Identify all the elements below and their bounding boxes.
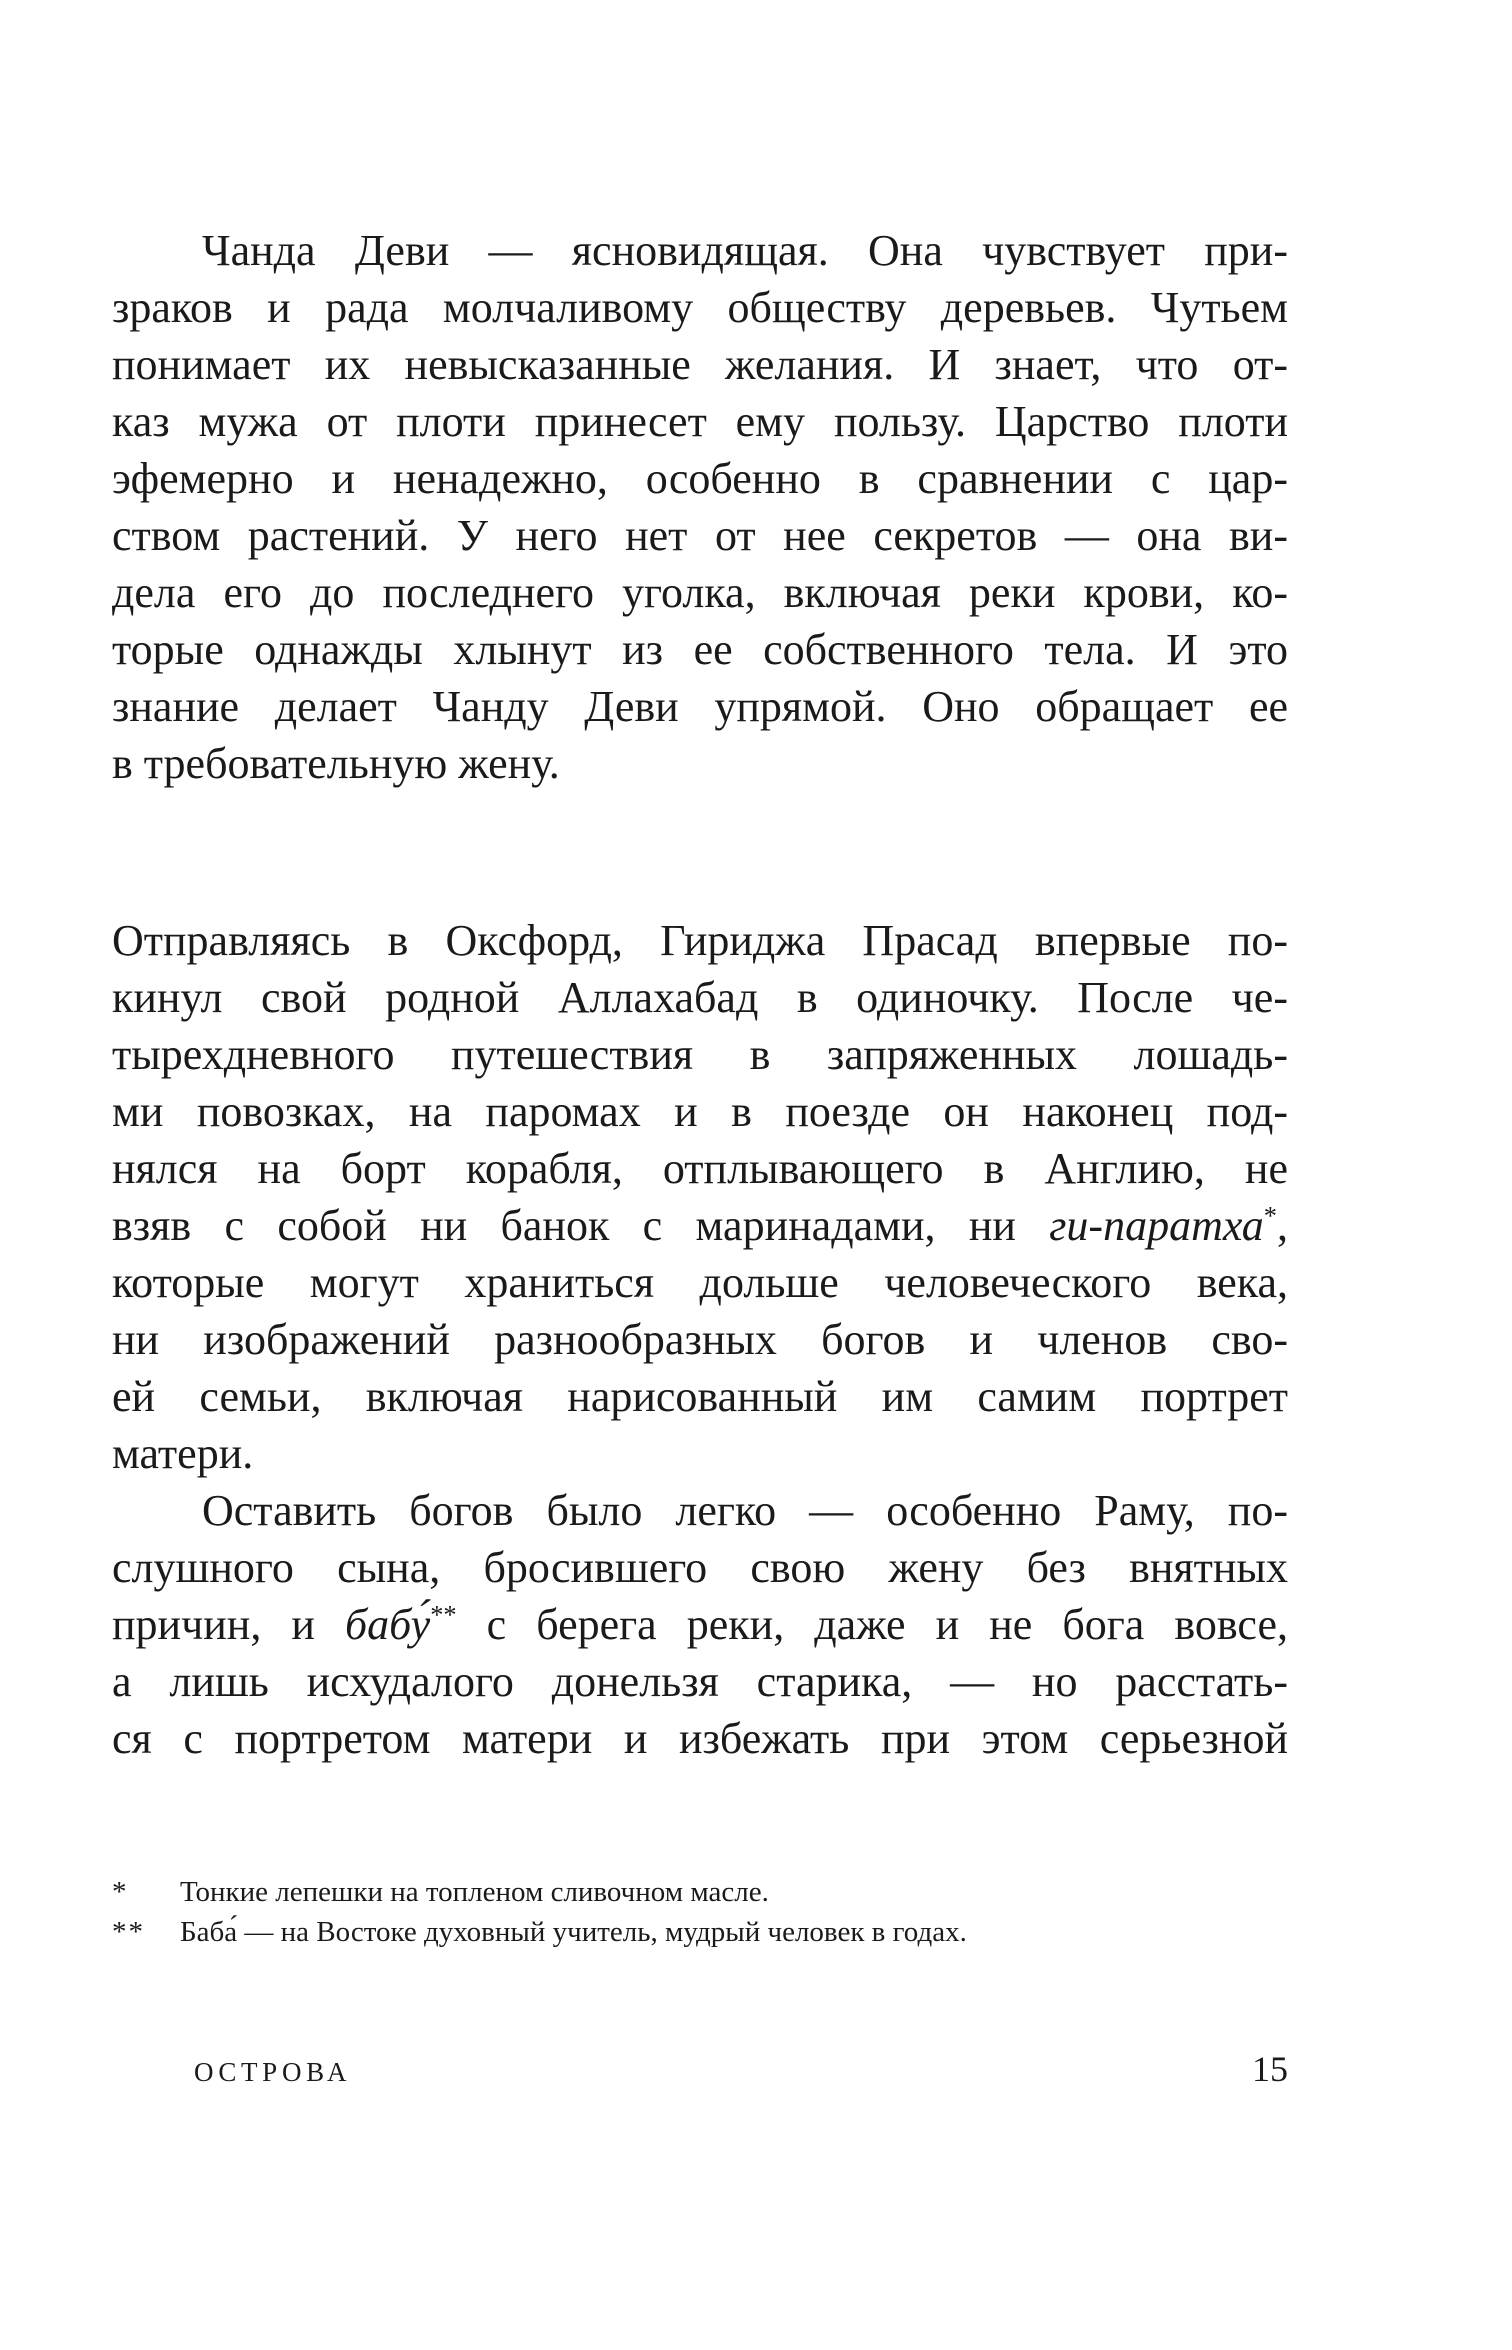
footnote-marker: * xyxy=(112,1876,129,1908)
footnote-marker: ** xyxy=(112,1916,145,1948)
footnotes-section xyxy=(112,1872,1288,1952)
text-segment: причин, и xyxy=(112,1600,345,1649)
footnote xyxy=(112,1912,1288,1952)
text-line: зраков и рада молчаливому обществу деревьев. Чутьем xyxy=(112,283,1288,332)
paragraph-3 xyxy=(112,1482,1288,1767)
text-segment: , xyxy=(1277,1201,1288,1250)
text-line: Оставить богов было легко — особенно Раму, по- xyxy=(202,1486,1288,1535)
footnote xyxy=(112,1872,1288,1912)
paragraph-2 xyxy=(112,912,1288,1482)
footnote-reference: ** xyxy=(430,1599,457,1630)
text-line xyxy=(112,1197,1288,1254)
text-line: в требовательную жену. xyxy=(112,739,560,788)
footnote-text: Баба́ — на Востоке духовный учитель, мудрый человек в годах. xyxy=(180,1916,967,1948)
text-line: ством растений. У него нет от нее секретов — она ви- xyxy=(112,511,1288,560)
text-segment: взяв с собой ни банок с маринадами, ни xyxy=(112,1201,1050,1250)
footnote-reference: * xyxy=(1263,1200,1277,1231)
text-line: слушного сына, бросившего свою жену без внятных xyxy=(112,1543,1288,1592)
text-line: ни изображений разнообразных богов и членов сво- xyxy=(112,1315,1288,1364)
footnote-text: Тонкие лепешки на топленом сливочном масле. xyxy=(180,1876,769,1908)
text-line: каз мужа от плоти принесет ему пользу. Царство плоти xyxy=(112,397,1288,446)
text-line: понимает их невысказанные желания. И знает, что от- xyxy=(112,340,1288,389)
text-line: ся с портретом матери и избежать при этом серьезной xyxy=(112,1714,1288,1763)
text-line: ми повозках, на паромах и в поезде он наконец под- xyxy=(112,1087,1288,1136)
page-number: 15 xyxy=(1252,2049,1288,2089)
text-line: кинул свой родной Аллахабад в одиночку. После че- xyxy=(112,973,1288,1022)
text-line: матери. xyxy=(112,1429,254,1478)
text-line: а лишь исхудалого донельзя старика, — но расстать- xyxy=(112,1657,1288,1706)
page-footer xyxy=(112,2048,1288,2090)
paragraph-1 xyxy=(112,222,1288,792)
text-line xyxy=(112,1596,1288,1653)
text-line: знание делает Чанду Деви упрямой. Оно обращает ее xyxy=(112,682,1288,731)
text-line: нялся на борт корабля, отплывающего в Англию, не xyxy=(112,1144,1288,1193)
italic-term: ги-паратха xyxy=(1049,1201,1264,1250)
text-segment: с берега реки, даже и не бога вовсе, xyxy=(456,1600,1288,1649)
text-line: ей семьи, включая нарисованный им самим портрет xyxy=(112,1372,1288,1421)
text-line: эфемерно и ненадежно, особенно в сравнении с цар- xyxy=(112,454,1288,503)
text-line: которые могут храниться дольше человеческого века, xyxy=(112,1258,1288,1307)
text-line: дела его до последнего уголка, включая реки крови, ко- xyxy=(112,568,1288,617)
text-line: Чанда Деви — ясновидящая. Она чувствует при- xyxy=(202,226,1288,275)
running-title: ОСТРОВА xyxy=(194,2057,352,2087)
italic-term: бабу́ xyxy=(345,1600,431,1649)
text-line: тырехдневного путешествия в запряженных лошадь- xyxy=(112,1030,1288,1079)
text-line: торые однажды хлынут из ее собственного тела. И это xyxy=(112,625,1288,674)
text-line: Отправляясь в Оксфорд, Гириджа Прасад впервые по- xyxy=(112,916,1288,965)
